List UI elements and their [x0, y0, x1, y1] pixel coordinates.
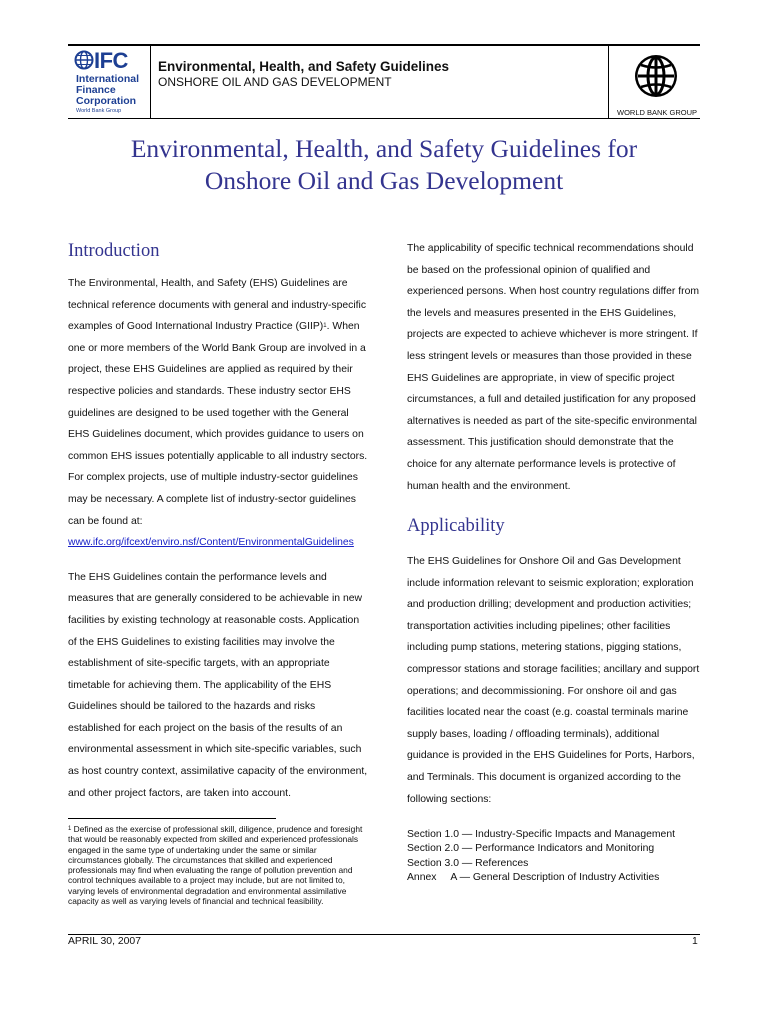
- ifc-globe-icon: [74, 50, 94, 70]
- applicability-paragraph: The EHS Guidelines for Onshore Oil and Gas Development include information relevant to seismic exploration; exploration and production drilling; development and production activities; transportation activities including pipelines; other facilities including pump stations, metering stations, pigging stations, compressor stations and storage facilities; ancillary and support operations; and decommissioning. For onshore oil and gas facilities located near the coast (e.g. coastal terminals marine supply bases, loading / offloading terminals), additional guidance is provided in the EHS Guidelines for Ports, Harbors, and Terminals. This document is organized according to the following sections:: [407, 556, 700, 805]
- ifc-logo: [74, 48, 146, 116]
- header-divider-right: [608, 46, 609, 118]
- footnote-text: Defined as the exercise of professional skill, diligence, prudence and foresight that would be reasonably expected from skilled and experienced professionals engaged in the same type of undertaking under the same or similar circumstances globally. The circumstances that skilled and experienced professionals may find when evaluating the range of pollution prevention and control techniques available to a project may include, but are not limited to, varying levels of environmental degradation and environmental assimilative capacity as well as varying levels of financial and technical feasibility.: [68, 824, 363, 907]
- ifc-logo-line2: Finance: [76, 84, 116, 96]
- page-number: 1: [692, 936, 698, 947]
- section-list-item: Section 3.0 — References: [407, 857, 529, 869]
- ifc-logo-line1: International: [76, 73, 140, 85]
- header-top-rule: [68, 44, 700, 46]
- ifc-logo-line3: Corporation: [76, 95, 137, 107]
- section-list-item: Section 2.0 — Performance Indicators and Monitoring: [407, 843, 655, 855]
- document-title-line2: Onshore Oil and Gas Development: [204, 166, 564, 195]
- footnote-mark: 1: [68, 826, 72, 832]
- footer-rule: [68, 934, 700, 935]
- applicability-heading: Applicability: [407, 516, 505, 536]
- world-bank-globe-icon: [613, 50, 699, 116]
- header-subtitle: ONSHORE OIL AND GAS DEVELOPMENT: [158, 75, 392, 89]
- left-column: [68, 273, 368, 804]
- intro-paragraph-1-text-a: The Environmental, Health, and Safety (EHS) Guidelines are technical reference documents with general and industry-specific examples of Good International Industry Practice (GIIP): [68, 278, 367, 333]
- right-column: [407, 238, 703, 497]
- document-title: [68, 133, 700, 197]
- ifc-logo-line4: World Bank Group: [76, 108, 122, 114]
- intro-paragraph-1: [68, 273, 368, 554]
- header-title: Environmental, Health, and Safety Guidelines: [158, 59, 450, 74]
- footnote-reference: 1: [323, 323, 327, 330]
- header-divider-left: [150, 46, 151, 118]
- header-bottom-rule: [68, 118, 700, 119]
- section-list: [407, 828, 707, 885]
- section-list-item: Section 1.0 — Industry-Specific Impacts and Management: [407, 829, 675, 840]
- footnote: [68, 824, 368, 906]
- introduction-heading: Introduction: [68, 241, 160, 261]
- world-bank-caption: WORLD BANK GROUP: [617, 108, 698, 117]
- right-paragraph-1: The applicability of specific technical recommendations should be based on the professional opinion of qualified and experienced persons. When host country regulations differ from the levels and measures presented in the EHS Guidelines, projects are expected to achieve whichever is more stringent. If less stringent levels or measures than those provided in these EHS Guidelines are appropriate, in view of specific project circumstances, a full and detailed justification for any proposed alternatives is needed as part of the site-specific environmental assessment. This justification should demonstrate that the choice for any alternate performance levels is protective of human health and the environment.: [407, 243, 700, 492]
- intro-paragraph-2: The EHS Guidelines contain the performance levels and measures that are generally considered to be achievable in new facilities by existing technology at reasonable costs. Application of the EHS Guidelines to existing facilities may involve the establishment of site-specific targets, with an appropriate timetable for achieving them. The applicability of the EHS Guidelines should be tailored to the hazards and risks established for each project on the basis of the results of an environmental assessment in which site-specific variables, such as host country context, assimilative capacity of the environment, and other project factors, are taken into account.: [68, 571, 368, 799]
- section-list-item: Annex A — General Description of Industry Activities: [407, 871, 660, 883]
- applicability-column: [407, 551, 703, 810]
- guidelines-link[interactable]: www.ifc.org/ifcext/enviro.nsf/Content/EnvironmentalGuidelines: [68, 537, 354, 549]
- document-title-line1: Environmental, Health, and Safety Guidelines for: [130, 134, 638, 163]
- intro-paragraph-1-text-b: . When one or more members of the World Bank Group are involved in a project, these EHS Guidelines are applied as required by their respective policies and standards. These industry sector EHS guidelines are designed to be used together with the General EHS Guidelines document, which provides guidance to users on common EHS issues potentially applicable to all industry sectors. For complex projects, use of multiple industry-sector guidelines may be necessary. A complete list of industry-sector guidelines can be found at:: [68, 321, 368, 527]
- ifc-logo-text: IFC: [94, 48, 128, 73]
- footer-date: APRIL 30, 2007: [68, 936, 141, 947]
- footnote-rule: [68, 818, 276, 819]
